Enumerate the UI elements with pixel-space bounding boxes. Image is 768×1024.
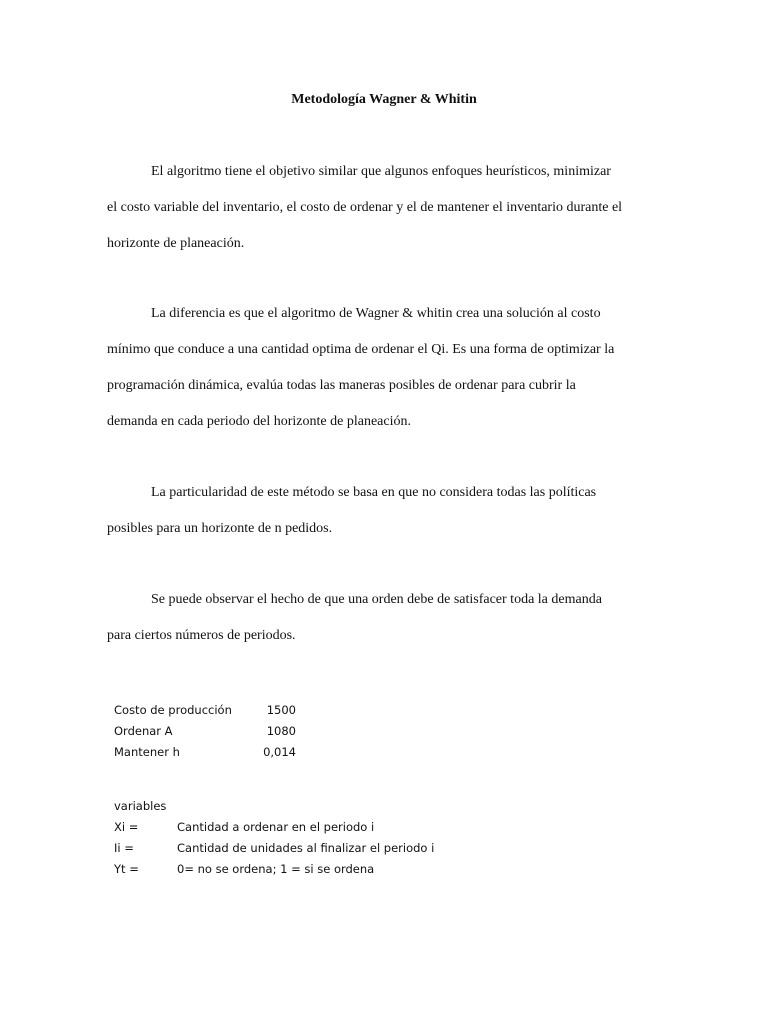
paragraph-line: La particularidad de este método se basa en que no considera todas las políticas <box>151 485 597 500</box>
paragraph-4 <box>107 582 667 654</box>
paragraph-line: posibles para un horizonte de n pedidos. <box>107 521 333 536</box>
variables-heading: variables <box>114 799 167 813</box>
paragraph-line: mínimo que conduce a una cantidad optima de ordenar el Qi. Es una forma de optimizar la <box>107 342 615 357</box>
paragraph-line: horizonte de planeación. <box>107 236 245 251</box>
paragraph-line: La diferencia es que el algoritmo de Wagner & whitin crea una solución al costo <box>151 306 601 321</box>
parameter-row <box>114 700 296 721</box>
parameter-label: Ordenar A <box>114 724 173 738</box>
parameter-label: Mantener h <box>114 745 180 759</box>
parameter-row <box>114 742 296 763</box>
variable-row <box>114 817 434 838</box>
paragraph-line: programación dinámica, evalúa todas las maneras posibles de ordenar para cubrir la <box>107 378 576 393</box>
variable-row <box>114 838 434 859</box>
paragraph-1 <box>107 154 667 262</box>
parameters-table <box>114 700 296 763</box>
paragraph-line: El algoritmo tiene el objetivo similar que algunos enfoques heurísticos, minimizar <box>151 164 611 179</box>
variable-description: 0= no se ordena; 1 = si se ordena <box>177 862 375 876</box>
document-title: Metodología Wagner & Whitin <box>291 92 477 107</box>
variables-section <box>114 796 434 880</box>
paragraph-3 <box>107 475 667 547</box>
parameter-value: 1080 <box>266 724 296 738</box>
variable-symbol: Ii = <box>114 841 134 855</box>
paragraph-line: el costo variable del inventario, el costo de ordenar y el de mantener el inventario durante el <box>107 200 623 215</box>
variable-symbol: Yt = <box>114 862 139 876</box>
paragraph-2 <box>107 296 667 440</box>
parameter-value: 0,014 <box>263 745 296 759</box>
paragraph-line: demanda en cada periodo del horizonte de planeación. <box>107 414 411 429</box>
variable-description: Cantidad a ordenar en el periodo i <box>177 820 375 834</box>
parameter-row <box>114 721 296 742</box>
paragraph-line: Se puede observar el hecho de que una orden debe de satisfacer toda la demanda <box>151 592 602 607</box>
parameter-value: 1500 <box>266 703 296 717</box>
variable-description: Cantidad de unidades al finalizar el periodo i <box>177 841 435 855</box>
paragraph-line: para ciertos números de periodos. <box>107 628 296 643</box>
variable-symbol: Xi = <box>114 820 139 834</box>
parameter-label: Costo de producción <box>114 703 232 717</box>
variable-row <box>114 859 434 880</box>
